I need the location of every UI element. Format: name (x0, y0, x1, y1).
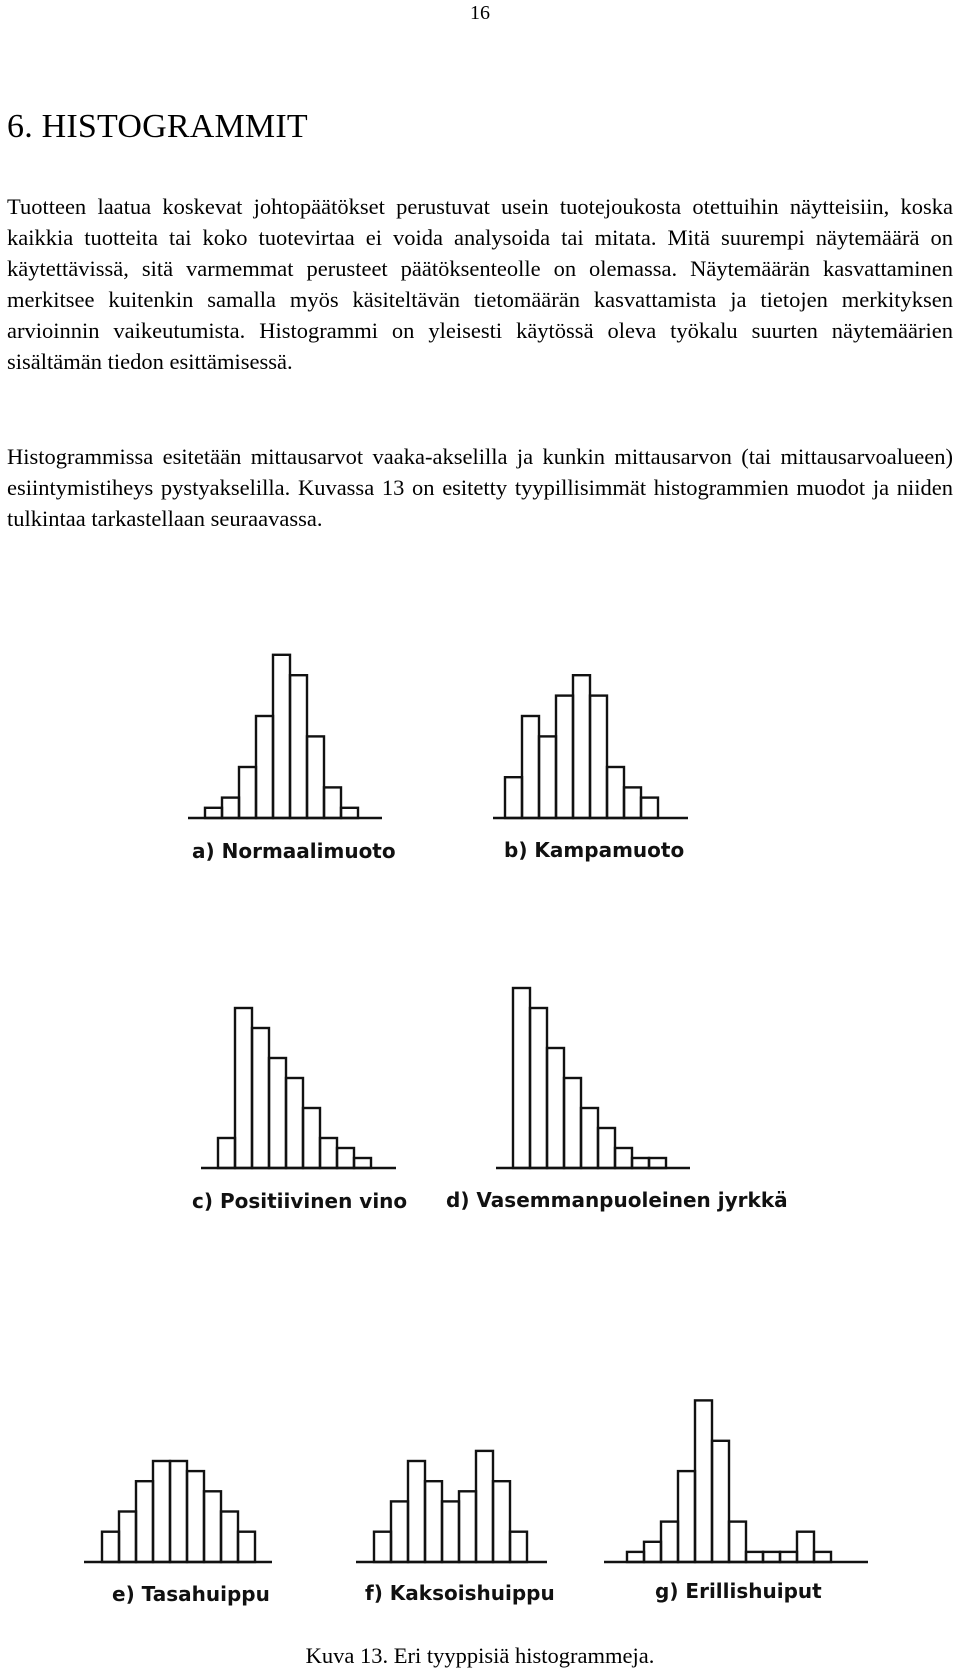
histogram-g-bar (695, 1400, 712, 1562)
histogram-b-bar (539, 736, 556, 818)
histogram-e-bar (153, 1461, 170, 1562)
histogram-g-label: g) Erillishuiput (655, 1579, 822, 1603)
histogram-g-bar (763, 1552, 780, 1562)
histogram-f-bar (442, 1501, 459, 1562)
histogram-a-bar (290, 675, 307, 818)
histogram-b-bar (505, 777, 522, 818)
histogram-f-bar (425, 1481, 442, 1562)
histogram-a (188, 655, 396, 863)
histogram-c-bar (354, 1158, 371, 1168)
histogram-d-label: d) Vasemmanpuoleinen jyrkkä (446, 1188, 788, 1212)
histogram-g-bar (712, 1441, 729, 1562)
histogram-c (192, 1008, 407, 1213)
histogram-a-bar (239, 767, 256, 818)
histogram-g-bar (729, 1522, 746, 1562)
histogram-g-bar (678, 1471, 695, 1562)
histogram-d-bar (632, 1158, 649, 1168)
histogram-a-bar (222, 798, 239, 818)
histogram-f-bar (510, 1532, 527, 1562)
histogram-d-bar (615, 1148, 632, 1168)
histogram-c-bar (235, 1008, 252, 1168)
histogram-b-bar (590, 696, 607, 818)
histogram-d-bar (598, 1128, 615, 1168)
histogram-c-bar (269, 1058, 286, 1168)
histogram-d-bar (564, 1078, 581, 1168)
histogram-d-bar (530, 1008, 547, 1168)
histogram-e-bar (238, 1532, 255, 1562)
histogram-b-bar (641, 798, 658, 818)
histogram-c-bar (218, 1138, 235, 1168)
histogram-a-bar (341, 808, 358, 818)
page-number: 16 (470, 2, 490, 24)
histogram-g-bar (644, 1542, 661, 1562)
histogram-b-label: b) Kampamuoto (504, 838, 685, 862)
histogram-f-label: f) Kaksoishuippu (365, 1581, 555, 1605)
histogram-c-label: c) Positiivinen vino (192, 1189, 408, 1213)
histogram-e-bar (221, 1512, 238, 1563)
histogram-e (84, 1461, 272, 1606)
histogram-g-bar (780, 1552, 797, 1562)
histogram-e-label: e) Tasahuippu (112, 1582, 270, 1606)
histogram-f (356, 1451, 555, 1605)
figure-caption: Kuva 13. Eri tyyppisiä histogrammeja. (305, 1643, 655, 1668)
histogram-d-bar (513, 988, 530, 1168)
histogram-g (604, 1400, 868, 1603)
histogram-f-bar (374, 1532, 391, 1562)
histogram-e-bar (187, 1471, 204, 1562)
histogram-g-bar (627, 1552, 644, 1562)
histogram-g-bar (814, 1552, 831, 1562)
histogram-d-bar (547, 1048, 564, 1168)
histogram-c-bar (320, 1138, 337, 1168)
histogram-b (493, 675, 688, 862)
histogram-b-bar (607, 767, 624, 818)
body-paragraph-1: Tuotteen laatua koskevat johtopäätökset perustuvat usein tuotejoukosta otettuihin näytteisiin, koska kaikkia tuotteita tai koko tuotevirtaa ei voida analysoida tai mitata. Mitä suurempi näytemäärä on käytettävissä, sitä varmemmat perusteet päätöksenteolle on olemassa. Näytemäärän kasvattaminen merkitsee kuitenkin samalla myös käsiteltävän tietomäärän kasvattamista ja tietojen merkityksen arvioinnin vaikeutumista. Histogrammi on yleisesti käytössä oleva työkalu suurten näytemäärien sisältämän tiedon esittämisessä. (7, 194, 953, 374)
body-paragraph-2: Histogrammissa esitetään mittausarvot vaaka-akselilla ja kunkin mittausarvon (tai mittausarvoalueen) esiintymistiheys pystyakselilla. Kuvassa 13 on esitetty tyypillisimmät histogrammien muodot ja niiden tulkintaa tarkastellaan seuraavassa. (7, 444, 953, 531)
histogram-g-bar (661, 1522, 678, 1562)
histogram-d (446, 988, 788, 1212)
histogram-a-bar (324, 787, 341, 818)
section-title: 6. HISTOGRAMMIT (7, 108, 308, 145)
histogram-a-bar (256, 716, 273, 818)
histogram-e-bar (204, 1491, 221, 1562)
histogram-a-bar (307, 736, 324, 818)
histogram-b-bar (624, 787, 641, 818)
histogram-c-bar (286, 1078, 303, 1168)
histogram-c-bar (337, 1148, 354, 1168)
histogram-d-bar (649, 1158, 666, 1168)
histogram-a-label: a) Normaalimuoto (192, 839, 396, 863)
histogram-f-bar (459, 1491, 476, 1562)
histogram-a-bar (273, 655, 290, 818)
histogram-f-bar (476, 1451, 493, 1562)
histogram-b-bar (573, 675, 590, 818)
histogram-g-bar (797, 1532, 814, 1562)
histogram-b-bar (522, 716, 539, 818)
histogram-e-bar (119, 1512, 136, 1563)
histogram-g-bar (746, 1552, 763, 1562)
histogram-d-bar (581, 1108, 598, 1168)
histogram-f-bar (391, 1501, 408, 1562)
histogram-f-bar (408, 1461, 425, 1562)
histogram-c-bar (252, 1028, 269, 1168)
histogram-e-bar (102, 1532, 119, 1562)
histogram-b-bar (556, 696, 573, 818)
histogram-e-bar (136, 1481, 153, 1562)
histogram-e-bar (170, 1461, 187, 1562)
histogram-a-bar (205, 808, 222, 818)
histogram-c-bar (303, 1108, 320, 1168)
histogram-f-bar (493, 1481, 510, 1562)
